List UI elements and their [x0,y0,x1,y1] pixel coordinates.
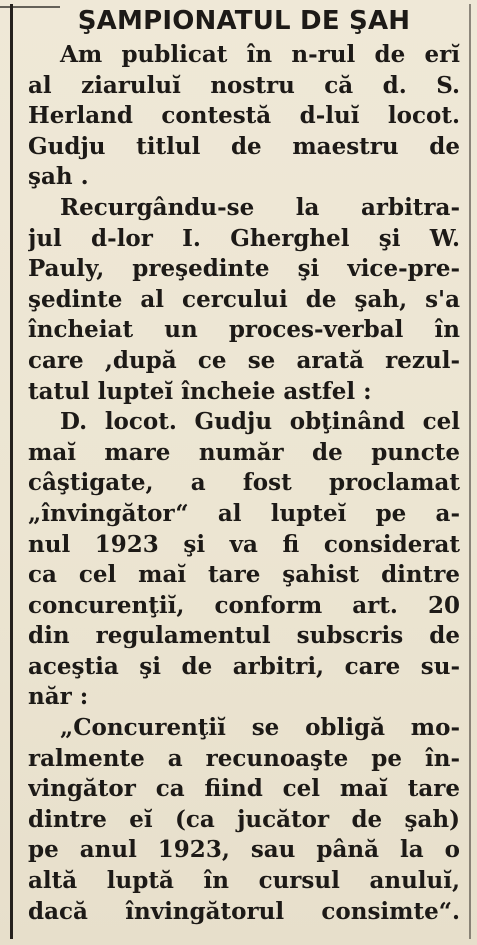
article-line: dintre eĭ (ca jucător de şah) [28,805,460,833]
article-line: Pauly, preşedinte şi vice-pre- [28,255,460,283]
column-rule-left [10,4,13,939]
article-line: nul 1923 şi va fi considerat [28,530,460,558]
article-line: şedinte al cercului de şah, s'a [28,285,460,313]
article-line: altă luptă în cursul anuluĭ, [28,867,460,895]
article-line: vingător ca fiind cel maĭ tare [28,775,460,803]
article-line: concurenţiĭ, conform art. 20 [28,591,460,619]
article-line: maĭ mare număr de puncte [28,438,460,466]
article-line: Herland contestă d-luĭ locot. [28,102,460,130]
column-rule-right [469,4,471,939]
article-line: năr : [28,683,89,711]
article-line: pe anul 1923, sau până la o [28,836,460,864]
article-headline: ŞAMPIONATUL DE ŞAH [77,6,411,36]
article-line: şah . [28,163,89,191]
article-line: Gudju titlul de maestru de [28,132,460,160]
article-line: D. locot. Gudju obţinând cel [60,408,460,436]
article-line: aceştia şi de arbitri, care su- [28,652,460,680]
article-line: dacă învingătorul consimte“. [28,897,460,925]
article-column [28,0,460,927]
article-line: Recurgându-se la arbitra- [60,193,460,221]
article-line: Am publicat în n-rul de erĭ [60,41,460,68]
article-line: jul d-lor I. Gherghel şi W. [28,224,460,252]
article-line: al ziaruluĭ nostru că d. S. [28,71,460,99]
article-line: câştigate, a fost proclamat [28,469,460,497]
article-line: ca cel maĭ tare şahist dintre [28,561,460,589]
article-line: care ,după ce se arată rezul- [28,346,460,374]
article-line: ralmente a recunoaşte pe în- [28,744,460,772]
article-line: încheiat un proces-verbal în [28,316,460,344]
article-line: „Concurenţiĭ se obligă mo- [60,714,460,742]
article-line: tatul lupteĭ încheie astfel : [28,377,372,405]
article-line: din regulamentul subscris de [28,622,460,650]
article-line: „învingător“ al lupteĭ pe a- [28,499,460,527]
